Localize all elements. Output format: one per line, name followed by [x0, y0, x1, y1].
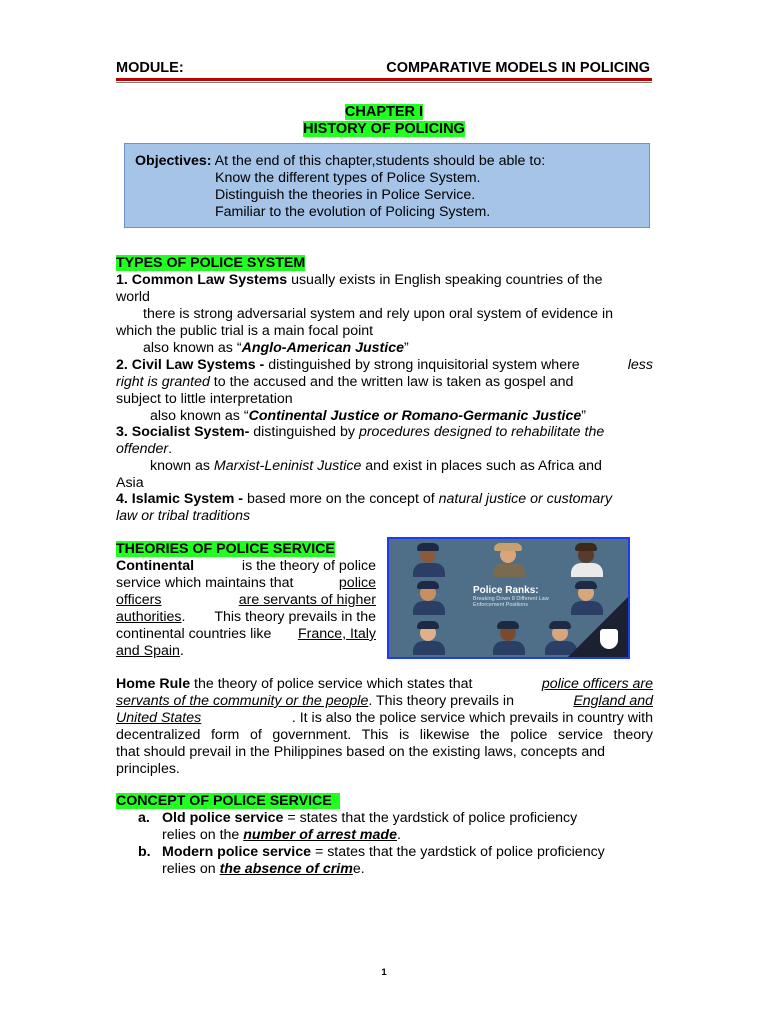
- police-ranks-image: [387, 537, 630, 659]
- image-subtitle: Breaking Down 8 Different Law Enforcement Positions: [473, 596, 549, 608]
- officer-figure: [487, 541, 531, 577]
- page-header: [116, 60, 650, 78]
- header-rule-red: [116, 78, 652, 81]
- chapter-title: HISTORY OF POLICING: [303, 121, 465, 137]
- chapter-title-block: [116, 104, 652, 138]
- socialist-paragraph: 3. Socialist System- distinguished by procedures designed to rehabilitate the offender. known as Marxist-Leninist Justice and exist in places such as Africa and Asia: [116, 424, 605, 491]
- objectives-label: Objectives:: [135, 153, 212, 169]
- continental-paragraph: Continental is the theory of police service which maintains that police officers are servants of higher authorities. This theory prevails in the continental countries like France, Italy and Spain.: [116, 558, 376, 659]
- theories-heading: THEORIES OF POLICE SERVICE: [116, 541, 335, 557]
- islamic-paragraph: 4. Islamic System - based more on the concept of natural justice or customary law or tribal traditions: [116, 491, 613, 524]
- objective-item: Know the different types of Police System.: [215, 170, 481, 186]
- list-item: a. Old police service = states that the yardstick of police proficiency relies on the number of arrest made.: [138, 810, 578, 843]
- header-rule-gray: [116, 82, 652, 83]
- officer-figure: [407, 619, 451, 655]
- islamic-term: Islamic System -: [131, 491, 243, 507]
- home-rule-paragraph: Home Rule the theory of police service which states that police officers are servants of the community or the people. This theory prevails in England and United States . It is also the police service which prevails in country with decentralized form of government. This is likewise the police service theory that should prevail in the Philippines based on the existing laws, concepts and principles.: [116, 676, 653, 777]
- common-law-term: Common Law Systems: [131, 272, 288, 288]
- officer-figure: [487, 619, 531, 655]
- continental-justice-term: Continental Justice or Romano-Germanic Justice: [248, 408, 582, 424]
- module-label: MODULE:: [116, 60, 184, 76]
- socialist-term: Socialist System-: [131, 424, 250, 440]
- shield-logo-icon: [600, 629, 618, 649]
- types-heading: TYPES OF POLICE SYSTEM: [116, 255, 306, 271]
- concept-heading: CONCEPT OF POLICE SERVICE: [116, 793, 340, 809]
- continental-term: Continental: [116, 558, 195, 574]
- page-number: 1: [381, 967, 387, 978]
- list-item: b. Modern police service = states that the yardstick of police proficiency relies on the absence of crime.: [138, 844, 605, 877]
- common-law-paragraph: 1. Common Law Systems usually exists in English speaking countries of the world there is strong adversarial system and rely upon oral system of evidence in which the public trial is a main focal point also known as “Anglo-American Justice”: [116, 272, 613, 356]
- objective-item: Familiar to the evolution of Policing System.: [215, 204, 491, 220]
- home-rule-term: Home Rule: [116, 676, 191, 692]
- concept-list: [116, 810, 653, 878]
- image-title: Police Ranks:: [473, 585, 539, 596]
- anglo-american-term: Anglo-American Justice: [241, 340, 404, 356]
- chapter-number: CHAPTER I: [344, 104, 424, 120]
- officer-figure: [407, 579, 451, 615]
- module-title: COMPARATIVE MODELS IN POLICING: [386, 60, 650, 76]
- civil-law-paragraph: 2. Civil Law Systems - distinguished by strong inquisitorial system where less right is granted to the accused and the written law is taken as gospel and subject to little interpretation also known as “Continental Justice or Romano-Germanic Justice”: [116, 357, 653, 424]
- objectives-intro: At the end of this chapter,students should be able to:: [214, 153, 546, 169]
- officer-figure: [407, 541, 451, 577]
- civil-law-term: Civil Law Systems -: [131, 357, 265, 373]
- objective-item: Distinguish the theories in Police Service.: [215, 187, 476, 203]
- corner-decoration: [568, 597, 628, 657]
- officer-figure: [565, 541, 609, 577]
- objectives-box: [124, 143, 650, 228]
